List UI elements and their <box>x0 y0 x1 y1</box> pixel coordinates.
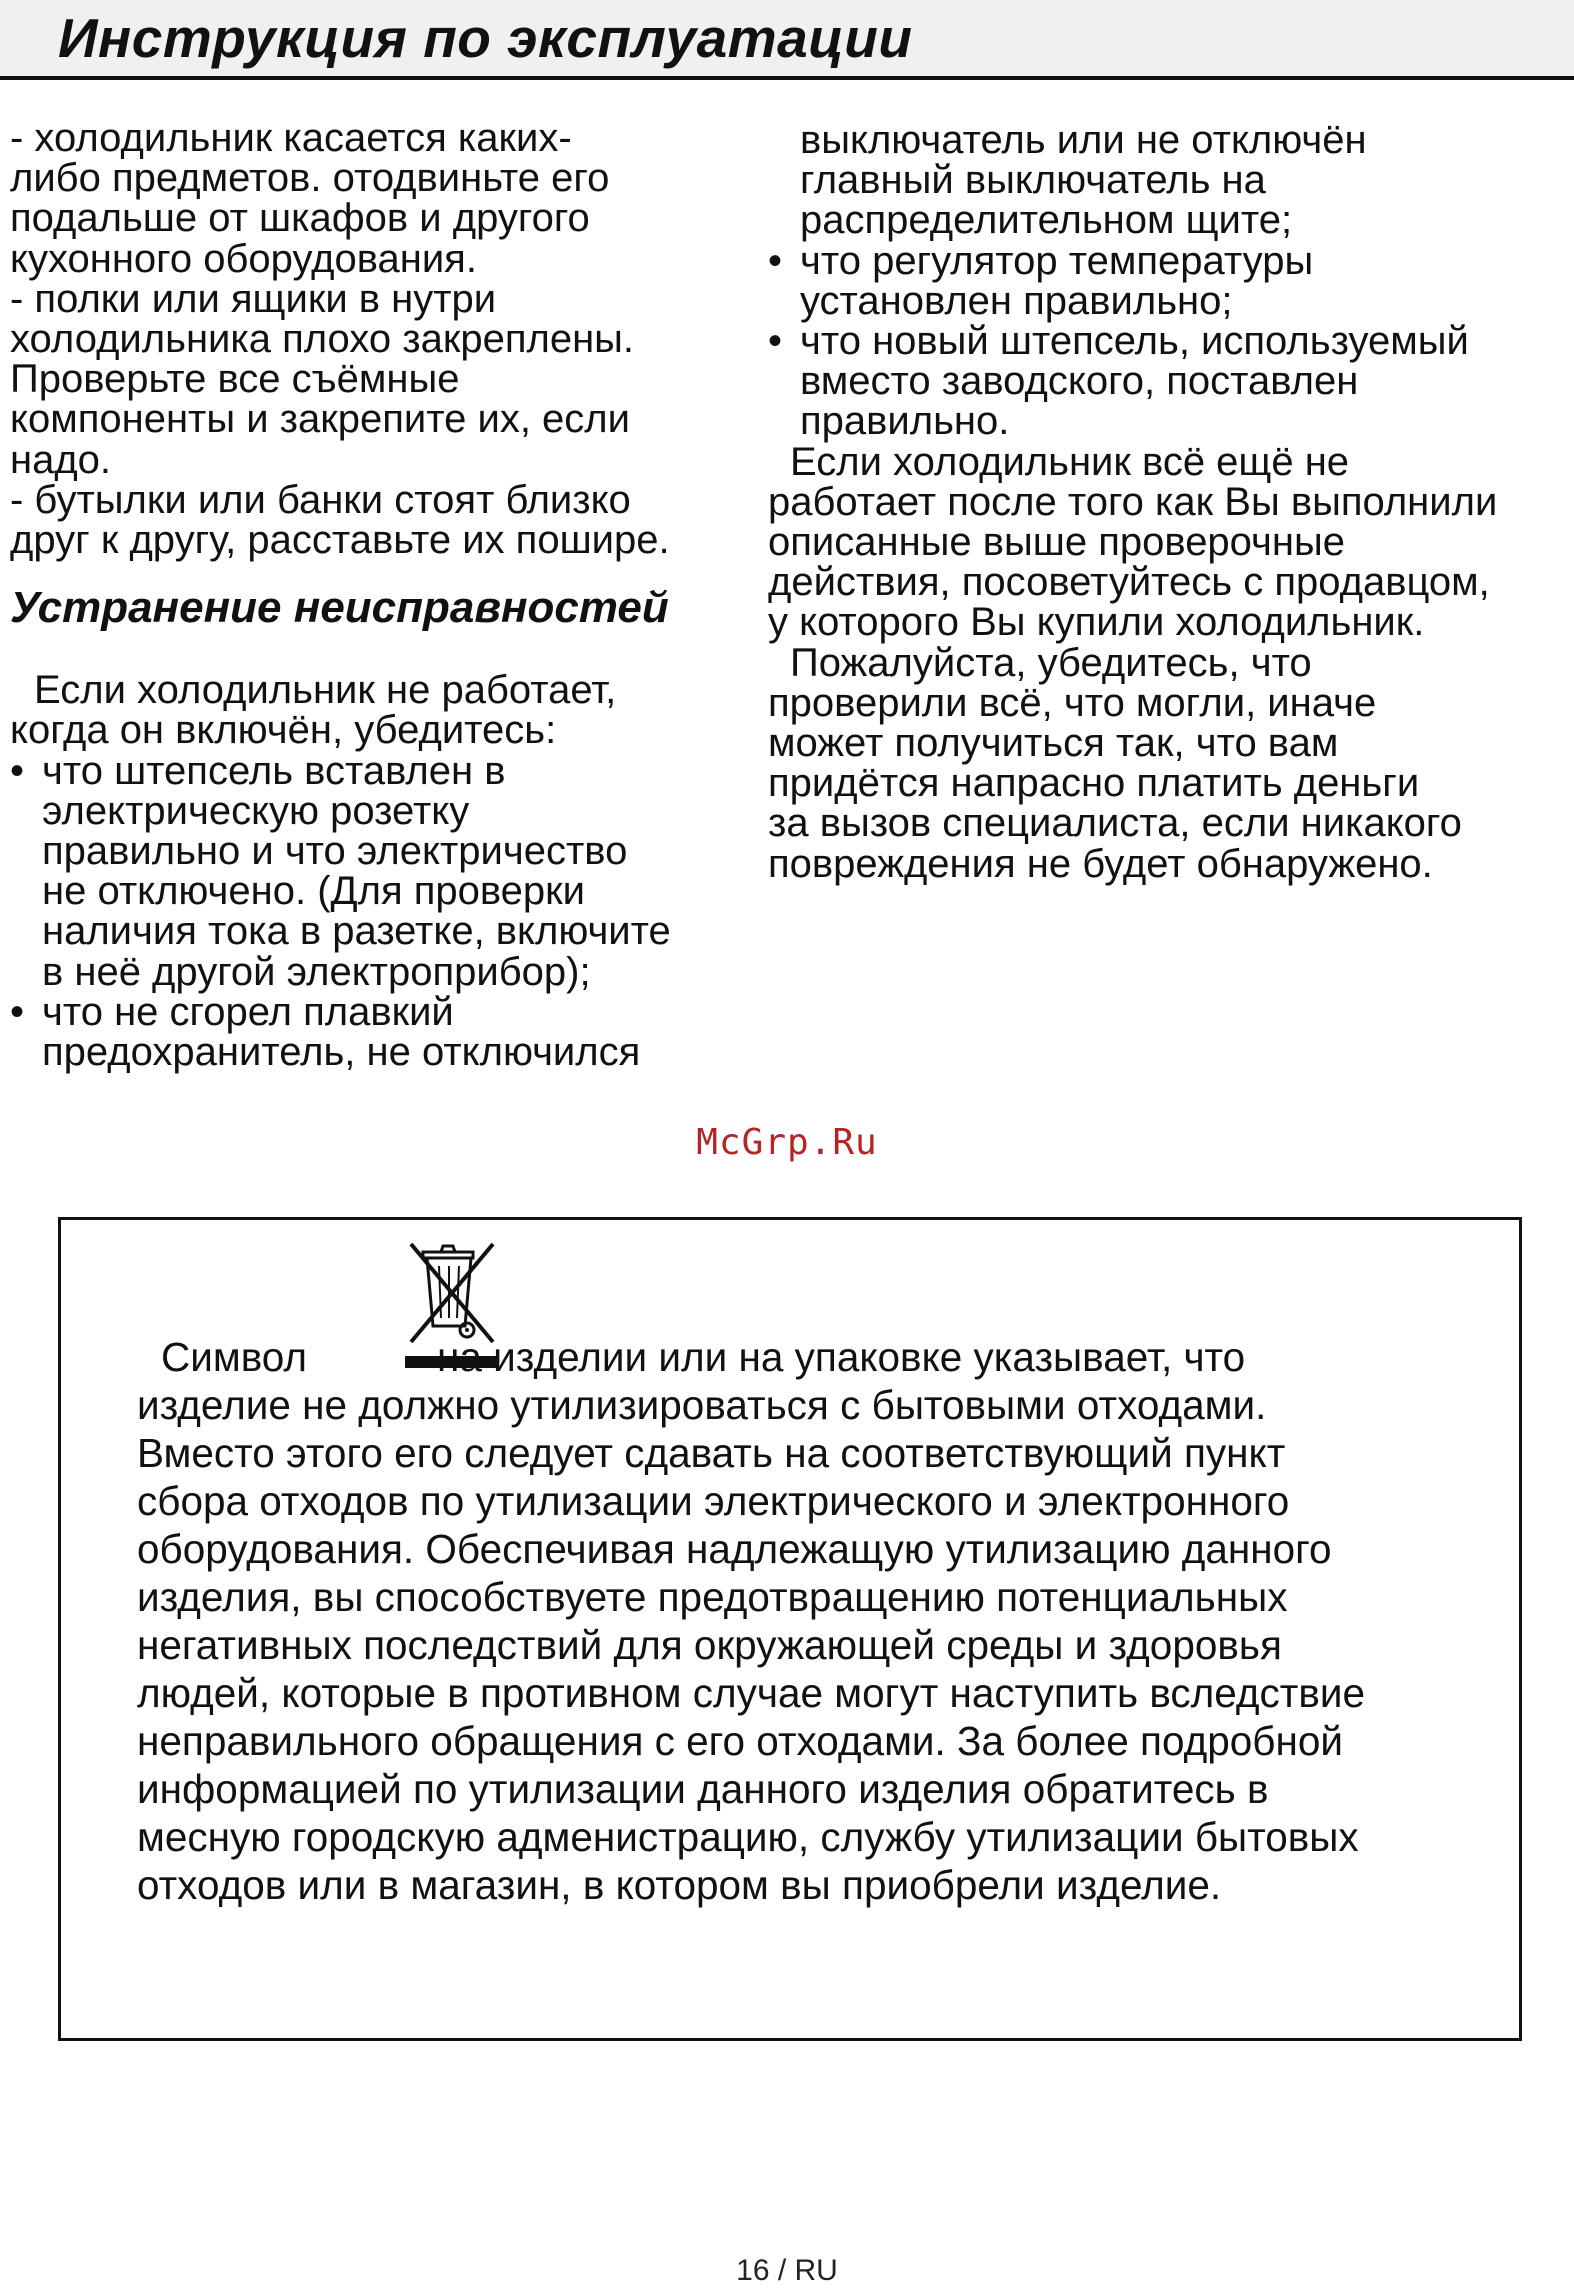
text-line: изделия, вы способствуете предотвращению потенциальных <box>137 1574 1288 1620</box>
text-line: информацией по утилизации данного изделия обратитесь в <box>137 1766 1269 1812</box>
text-line: друг к другу, расставьте их пошире. <box>10 518 670 563</box>
text-line: холодильника плохо закреплены. <box>10 317 635 362</box>
text-line: правильно. <box>800 399 1010 444</box>
text-line: компоненты и закрепите их, если <box>10 397 630 442</box>
text-line: главный выключатель на <box>800 158 1266 203</box>
text-line: Вместо этого его следует сдавать на соответствующий пункт <box>137 1430 1286 1476</box>
text-line: неправильного обращения с его отходами. За более подробной <box>137 1718 1344 1764</box>
page-number: 16 / RU <box>736 2254 838 2287</box>
bullet-dot: • <box>10 989 25 1034</box>
text-line: что регулятор температуры <box>800 238 1314 283</box>
paragraph <box>768 640 1568 886</box>
text-line: может получиться так, что вам <box>768 721 1339 766</box>
text-line: сбора отходов по утилизации электрического и электронного <box>137 1478 1290 1524</box>
bullet-item <box>768 238 1568 323</box>
text-line: негативных последствий для окружающей среды и здоровья <box>137 1622 1282 1668</box>
notice-first-line-rest: на изделии или на упаковке указывает, что <box>437 1334 1246 1380</box>
text-line: выключатель или не отключён <box>800 118 1367 162</box>
text-line: когда он включён, убедитесь: <box>10 708 557 753</box>
page-title: Инструкция по эксплуатации <box>58 7 913 69</box>
text-line: что не сгорел плавкий <box>42 989 454 1034</box>
text-line: придётся напрасно платить деньги <box>768 761 1420 806</box>
text-line: людей, которые в противном случае могут наступить вследствие <box>137 1670 1366 1716</box>
text-line: что штепсель вставлен в <box>42 748 506 793</box>
paragraph <box>768 439 1568 645</box>
bullet-dot: • <box>768 238 783 283</box>
text-line: правильно и что электричество <box>42 829 628 874</box>
section-heading: Устранение неисправностей <box>10 583 669 633</box>
bullet-dot: • <box>10 748 25 793</box>
text-line: - холодильник касается каких- <box>10 116 572 160</box>
text-line: - полки или ящики в нутри <box>10 276 497 321</box>
text-line: работает после того как Вы выполнили <box>768 479 1498 524</box>
disposal-notice-text <box>137 1333 1517 1909</box>
text-line: Проверьте все съёмные <box>10 357 460 402</box>
text-line: что новый штепсель, используемый <box>800 319 1469 364</box>
text-line: описанные выше проверочные <box>768 520 1345 565</box>
text-line: изделие не должно утилизироваться с бытовыми отходами. <box>137 1382 1267 1428</box>
text-line: Если холодильник не работает, <box>34 668 617 713</box>
intro-text <box>10 116 750 563</box>
text-line: либо предметов. отодвиньте его <box>10 156 610 201</box>
bullet-dot: • <box>768 319 783 364</box>
text-line: не отключено. (Для проверки <box>42 869 586 914</box>
text-line: у которого Вы купили холодильник. <box>768 600 1425 645</box>
text-line: повреждения не будет обнаружено. <box>768 841 1433 886</box>
text-line: - бутылки или банки стоят близко <box>10 477 631 522</box>
text-line: подальше от шкафов и другого <box>10 196 590 241</box>
bullet-item <box>10 989 750 1075</box>
text-line: за вызов специалиста, если никакого <box>768 801 1462 846</box>
text-line: электрическую розетку <box>42 788 470 833</box>
text-line: вместо заводского, поставлен <box>800 359 1359 404</box>
text-line: предохранитель, не отключился <box>42 1030 641 1075</box>
text-line: распределительном щите; <box>800 198 1293 243</box>
text-line <box>137 1333 1517 1381</box>
bullet-item <box>768 321 1568 442</box>
text-line: в неё другой электроприбор); <box>42 949 591 994</box>
text-line: проверили всё, что могли, иначе <box>768 680 1377 725</box>
text-line: действия, посоветуйтесь с продавцом, <box>768 560 1490 605</box>
text-line: Пожалуйста, убедитесь, что <box>790 640 1312 685</box>
page-header <box>0 0 1574 80</box>
text-line: оборудования. Обеспечивая надлежащую утилизацию данного <box>137 1526 1332 1572</box>
text-line: надо. <box>10 437 112 482</box>
text-line: установлен правильно; <box>800 278 1233 323</box>
text-line: отходов или в магазин, в котором вы приобрели изделие. <box>137 1862 1222 1908</box>
left-column <box>10 116 750 1075</box>
right-column <box>768 120 1568 884</box>
disposal-notice-box <box>58 1217 1522 2041</box>
text-line: месную городскую адменистрацию, службу утилизации бытовых <box>137 1814 1359 1860</box>
watermark: McGrp.Ru <box>696 1122 878 1163</box>
text-line: наличия тока в разетке, включите <box>42 909 671 954</box>
text-line: Если холодильник всё ещё не <box>790 439 1350 484</box>
bullet-continuation <box>768 120 1568 241</box>
bullet-item <box>10 748 750 994</box>
text-line: кухонного оборудования. <box>10 236 477 281</box>
notice-first-word: Символ <box>161 1334 308 1380</box>
troubleshooting-intro <box>10 668 750 753</box>
